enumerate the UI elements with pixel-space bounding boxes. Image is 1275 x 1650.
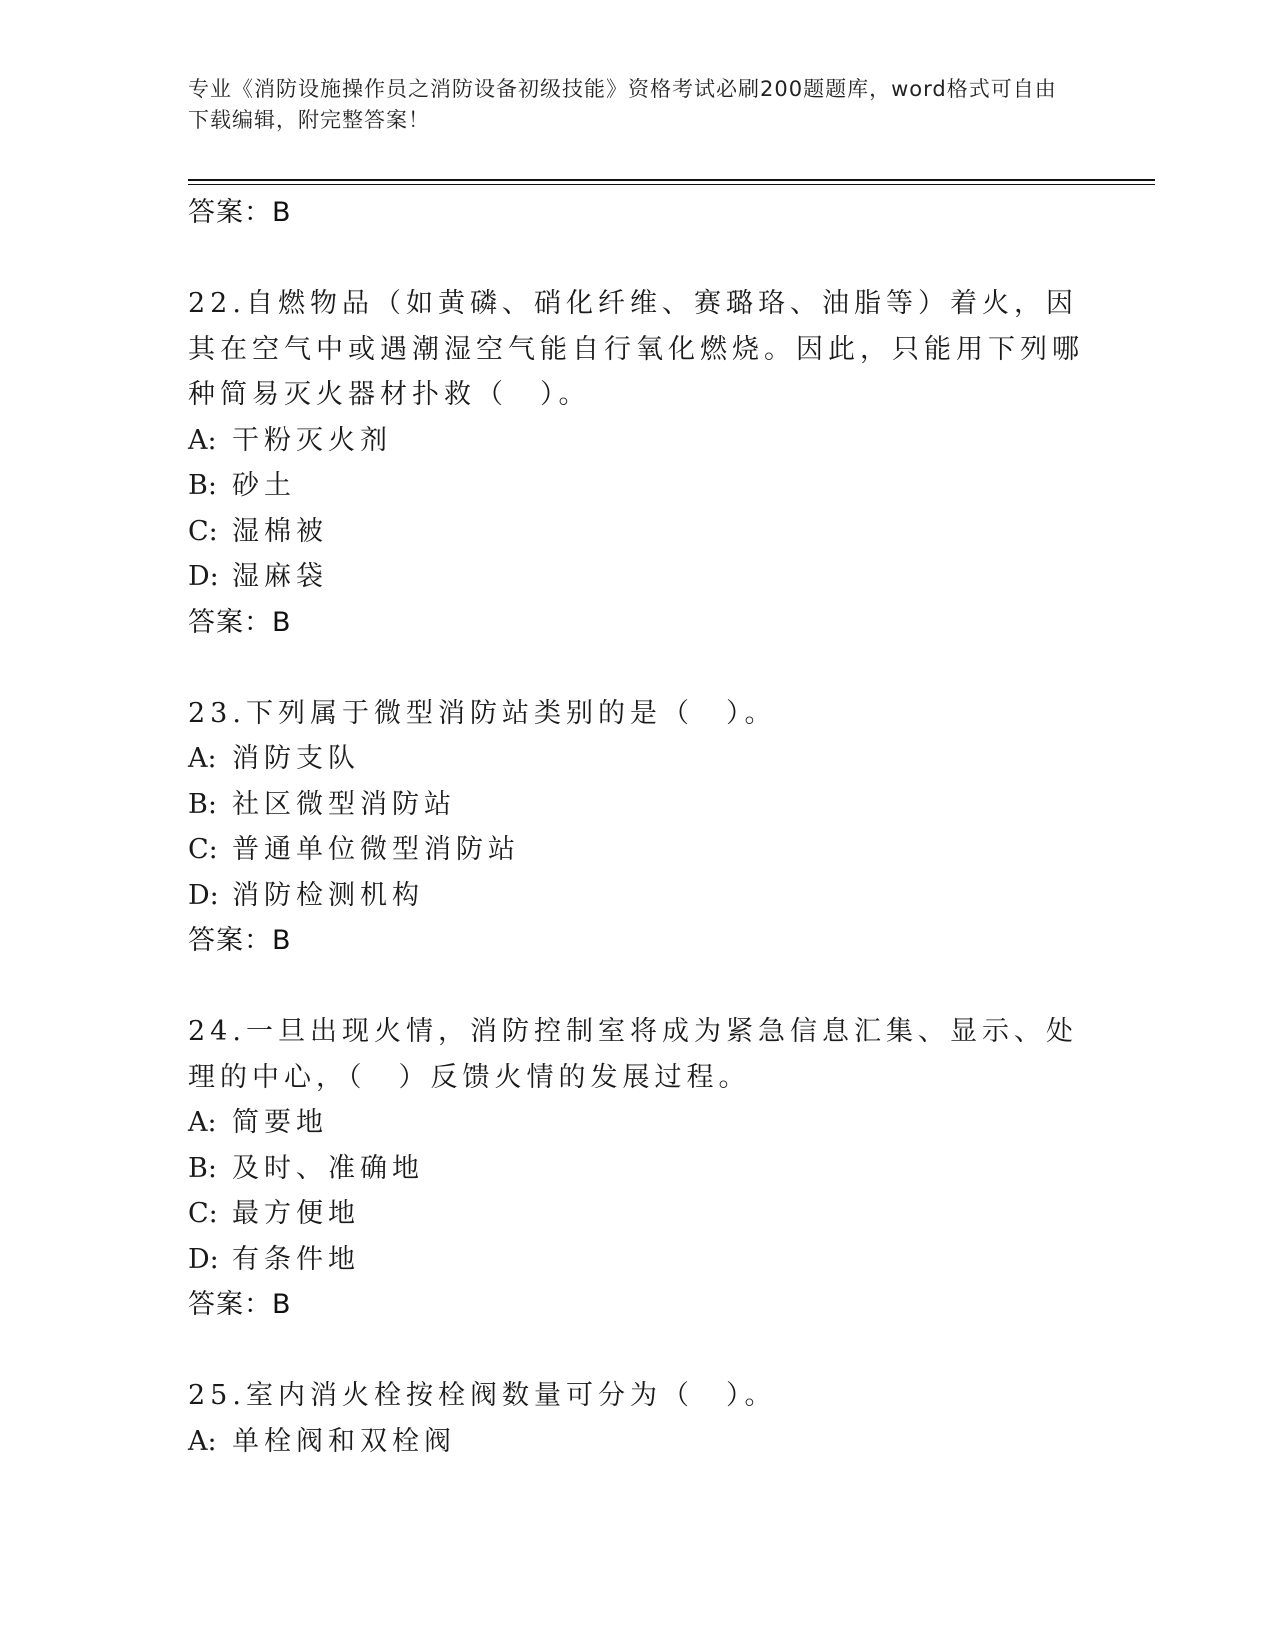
option-letter: B: — [188, 470, 217, 501]
question-24 — [188, 1009, 1088, 1327]
option-letter: D: — [188, 561, 219, 592]
header-divider-thick — [188, 179, 1155, 181]
option-d — [188, 873, 1088, 919]
option-text: 湿麻袋 — [232, 561, 328, 592]
answer-line: 答案：B — [188, 925, 292, 956]
option-letter: B: — [188, 1152, 217, 1184]
option-text: 干粉灭火剂 — [232, 424, 392, 456]
question-stem: 22.自燃物品（如黄磷、硝化纤维、赛璐珞、油脂等）着火，因其在空气中或遇潮湿空气能自行氧化燃烧。因此，只能用下列哪种简易灭火器材扑救（ ）。 — [188, 288, 1084, 410]
header-divider-thin — [188, 184, 1155, 185]
option-a — [188, 736, 1088, 782]
option-letter: D: — [188, 1243, 219, 1275]
question-stem: 23.下列属于微型消防站类别的是（ ）。 — [188, 697, 777, 729]
question-25 — [188, 1373, 1088, 1464]
option-c — [188, 827, 1088, 873]
option-a — [188, 1100, 1088, 1146]
option-text: 有条件地 — [232, 1243, 360, 1275]
option-b — [188, 1146, 1088, 1192]
question-content — [188, 190, 1088, 1464]
option-text: 简要地 — [232, 1107, 328, 1138]
answer-line: 答案：B — [188, 606, 292, 638]
question-stem: 25.室内消火栓按栓阀数量可分为（ ）。 — [188, 1380, 777, 1411]
answer-line: 答案：B — [188, 197, 292, 228]
option-c — [188, 509, 1088, 555]
option-text: 最方便地 — [232, 1198, 360, 1229]
option-letter: A: — [188, 1425, 217, 1457]
option-c — [188, 1191, 1088, 1237]
option-b — [188, 782, 1088, 828]
document-header: 专业《消防设施操作员之消防设备初级技能》资格考试必刷200题题库，word格式可自由下载编辑，附完整答案！ — [188, 77, 1057, 132]
option-a — [188, 418, 1088, 464]
question-22 — [188, 281, 1088, 645]
option-letter: C: — [188, 515, 218, 547]
option-letter: A: — [188, 743, 217, 774]
option-text: 社区微型消防站 — [232, 788, 456, 820]
option-letter: B: — [188, 788, 217, 820]
option-text: 及时、准确地 — [232, 1152, 424, 1184]
option-text: 砂土 — [232, 470, 296, 501]
option-text: 消防检测机构 — [232, 879, 424, 911]
question-23 — [188, 691, 1088, 964]
option-a — [188, 1419, 1088, 1465]
answer-line: 答案：B — [188, 1289, 292, 1320]
option-letter: D: — [188, 879, 219, 911]
question-stem: 24.一旦出现火情，消防控制室将成为紧急信息汇集、显示、处理的中心，（ ）反馈火情的发展过程。 — [188, 1016, 1078, 1093]
option-d — [188, 1237, 1088, 1283]
option-d — [188, 554, 1088, 600]
option-text: 湿棉被 — [232, 515, 328, 547]
option-letter: A: — [188, 424, 217, 456]
option-letter: C: — [188, 1198, 218, 1229]
option-text: 普通单位微型消防站 — [232, 834, 520, 865]
option-b — [188, 463, 1088, 509]
option-letter: C: — [188, 834, 218, 865]
option-text: 单栓阀和双栓阀 — [232, 1425, 456, 1457]
option-letter: A: — [188, 1107, 217, 1138]
option-text: 消防支队 — [232, 743, 360, 774]
